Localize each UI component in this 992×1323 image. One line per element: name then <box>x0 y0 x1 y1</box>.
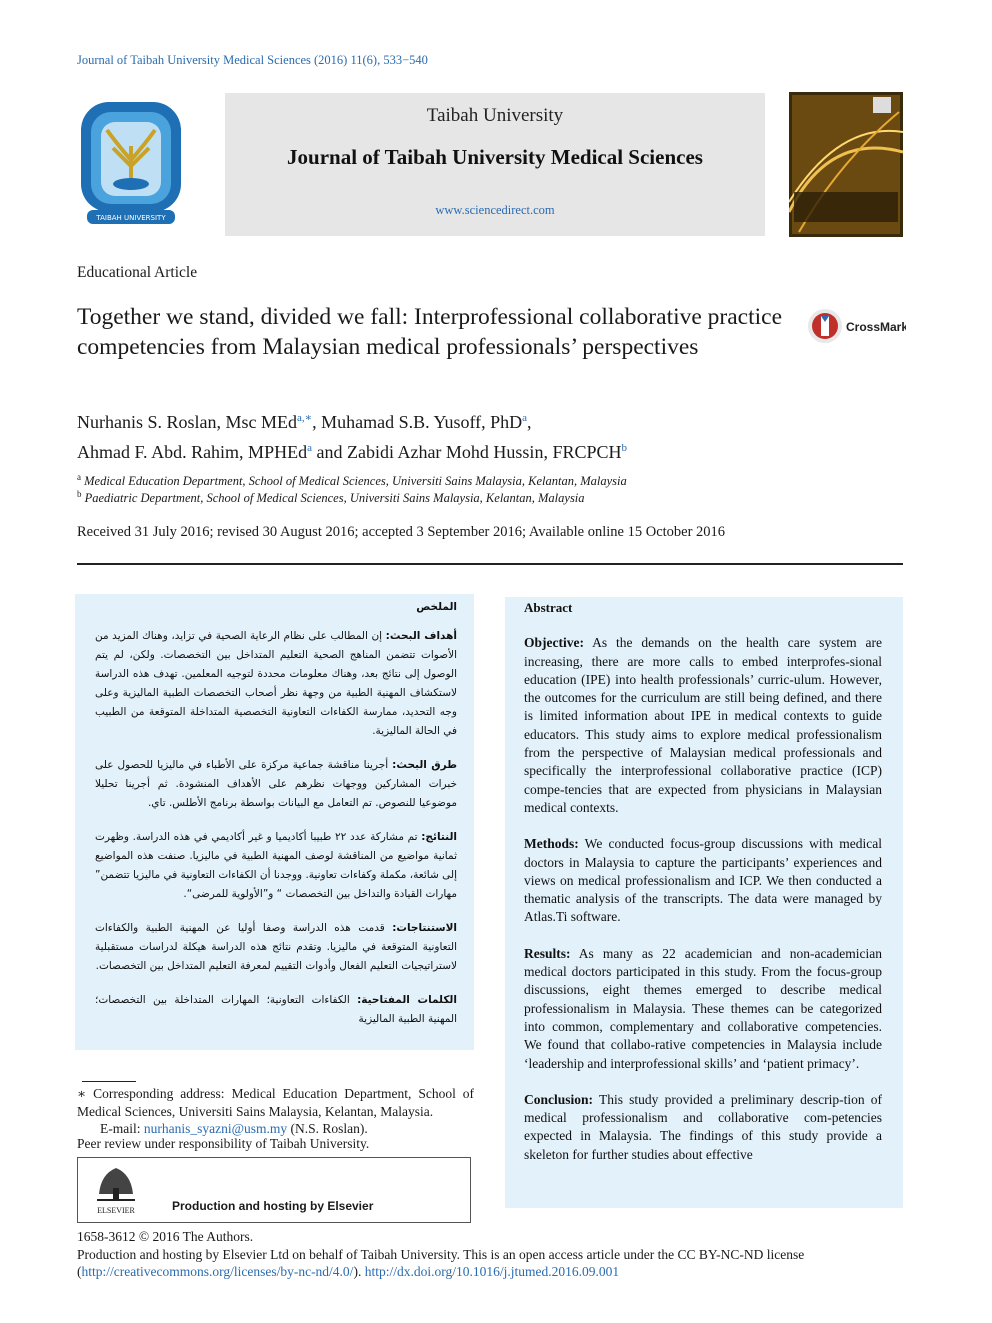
affiliation-b <box>77 489 585 506</box>
author-yusoff[interactable]: , Muhamad S.B. Yusoff, PhD <box>312 412 523 432</box>
arabic-methods <box>95 756 457 813</box>
affiliation-marker: b <box>77 489 82 499</box>
arabic-text: أجرينا مناقشة جماعية مركزة على الأطباء في ماليزيا للحصول على خبرات المشاركين ووجهات نظرهم على الأهداف المنشودة. ثم أجرينا تحليلا موضوعيا للنصوص. تم التعامل مع البيانات بواسطة برنامج الأطلس. تاي. <box>95 759 457 809</box>
corresponding-footnote <box>77 1085 474 1138</box>
journal-cover-image <box>789 92 903 237</box>
affiliation-a <box>77 472 627 489</box>
footnote-rule <box>82 1081 136 1082</box>
journal-header <box>225 93 765 236</box>
abstract-objective <box>524 634 882 817</box>
license-statement: Production and hosting by Elsevier Ltd on behalf of Taibah University. This is an open access article under the CC BY-NC-ND license <box>77 1246 805 1262</box>
abstract-label: Objective: <box>524 635 584 651</box>
arabic-text: إن المطالب على نظام الرعاية الصحية في تزايد، وهناك المزيد من الأصوات تتضمن المناهج الصحية التعليم المتداخل بين التخصصات. ولكن، لم يتم الوصول إلى نتائج بعد، وهناك معلومات محددة لتوجيه المعلمين. تهدف هذه الدراسة لاستكشاف المهنية الطبية من وجهة نظر أصحاب التخصصات الطبية الماليزية وعلى وجه التحديد، ممارسة الكفاءات التعاونية التخصصية المتداخلة المتوقعة من الطبيب في الحالة الماليزية. <box>95 630 457 737</box>
license-footer <box>77 1228 903 1281</box>
arabic-heading: الملخص <box>416 601 457 613</box>
arabic-text: قدمت هذه الدراسة وصفا أوليا عن المهنية الطبية والكفاءات التعاونية المتوقعة في ماليزيا. وتقدم نتائج هذه الدراسة هيكلة لدراسات مستقبلية لاستراتيجيات التعليم الفعال وأدوات التقييم لمعرفة التعليم المتداخل بين التخصصات. <box>95 922 457 972</box>
author-rahim[interactable]: Ahmad F. Abd. Rahim, MPHEd <box>77 442 308 462</box>
abstract-text: We conducted focus-group discussions with medical doctors in Malaysia to capture the participants’ experiences and views on medical professionalism and ICP. We then conducted a thematic analysis of the transcripts. The data were managed by Atlas.Ti software. <box>524 836 882 925</box>
email-tail: (N.S. Roslan). <box>287 1121 368 1136</box>
abstract-label: Methods: <box>524 836 579 852</box>
author-sup[interactable]: b <box>621 442 627 454</box>
doi-link[interactable]: http://dx.doi.org/10.1016/j.jtumed.2016.09.001 <box>364 1264 620 1279</box>
arabic-text: الكفاءات التعاونية؛ المهارات المتداخلة بين التخصصات؛ المهنية الطبية الماليزية <box>95 994 457 1025</box>
elsevier-hosting-text: Production and hosting by Elsevier <box>172 1199 374 1213</box>
author-sup[interactable]: a <box>522 412 528 424</box>
arabic-label: أهداف البحث: <box>385 630 457 642</box>
elsevier-banner <box>77 1157 471 1223</box>
taibah-university-logo <box>77 100 185 230</box>
abstract-results <box>524 945 882 1073</box>
abstract-conclusion <box>524 1091 882 1164</box>
arabic-label: النتائج: <box>421 831 457 843</box>
affiliation-text: Medical Education Department, School of Medical Sciences, Universiti Sains Malaysia, Kelantan, Malaysia <box>84 474 627 489</box>
sciencedirect-link[interactable]: www.sciencedirect.com <box>435 203 555 217</box>
university-name: Taibah University <box>426 105 564 126</box>
journal-reference[interactable]: Journal of Taibah University Medical Sciences (2016) 11(6), 533−540 <box>77 53 428 67</box>
peer-review-note: Peer review under responsibility of Taibah University. <box>77 1136 370 1151</box>
abstract-text: As many as 22 academician and non-academician medical doctors participated in this study. From the focus-group discussions, eight themes emerged to describe medical professionalism in Malaysia. These themes can be categorized into common, complementary and collaborative competencies. We found that collabo-rative competencies in Malaysia include ‘leadership and interprofessional skills’ and ‘patient primacy’. <box>524 945 882 1071</box>
author-hussin[interactable]: and Zabidi Azhar Mohd Hussin, FRCPCH <box>311 442 622 462</box>
email-link[interactable]: nurhanis_syazni@usm.my <box>143 1121 288 1136</box>
svg-text:TAIBAH UNIVERSITY: TAIBAH UNIVERSITY <box>96 214 166 222</box>
english-abstract <box>505 597 903 1208</box>
arabic-label: الاستنتاجات: <box>392 922 457 934</box>
abstract-text: As the demands on the health care system are increasing, there are more calls to embed interprofes-sional education (IPE) into health professionals’ curric-ulum. However, the outcomes for the curriculum are still being defined, and there is limited information about IPE in medical contexts to guide educators. This study aims to explore medical professionalism from the perspective of Malaysian medical professionals and specifically the interprofessional collaborative practice (ICP) compe-tencies that are expected from physicians in Malaysian medical contexts. <box>524 635 882 815</box>
authors <box>77 405 907 465</box>
paren: ( <box>77 1264 82 1279</box>
crossmark-label: CrossMark <box>846 320 906 334</box>
arabic-text: تم مشاركة عدد ٢٢ طبيبا أكاديميا و غير أكاديمي في هذه الدراسة. وظهرت ثمانية مواضيع من المناقشة لوصف المهنية الطبية في ماليزيا. صنفت هذه المواضيع إلى شائعة، مكملة وكفاءات تعاونية. ووجدنا أن الكفاءات التعاونية في ماليزيا تتضمن” مهارات القيادة والتداخل بين التخصصات “ و”الأولوية للمرضى“. <box>95 831 457 900</box>
journal-name: Journal of Taibah University Medical Sciences <box>287 145 703 169</box>
author-separator: , <box>527 412 532 432</box>
crossmark-badge[interactable] <box>806 306 906 346</box>
affiliation-text: Paediatric Department, School of Medical Sciences, Universiti Sains Malaysia, Kelantan, Malaysia <box>84 491 585 506</box>
arabic-results <box>95 828 457 904</box>
section-divider <box>77 563 903 565</box>
license-url-link[interactable]: http://creativecommons.org/licenses/by-nc-nd/4.0/ <box>81 1264 354 1279</box>
elsevier-logo <box>91 1164 141 1216</box>
email-label: E-mail: <box>100 1121 144 1136</box>
paren: ). <box>353 1264 365 1279</box>
affiliation-marker: a <box>77 472 81 482</box>
author-sup[interactable]: a,∗ <box>297 412 313 424</box>
abstract-heading: Abstract <box>524 600 573 615</box>
article-title: Together we stand, divided we fall: Interprofessional collaborative practice competencies from Malaysian medical professionals’ perspectives <box>77 304 783 360</box>
license-links <box>77 1263 903 1281</box>
abstract-label: Results: <box>524 945 571 961</box>
arabic-label: طرق البحث: <box>392 759 457 771</box>
arabic-objective <box>95 627 457 741</box>
abstract-text: This study provided a preliminary descrip-tion of medical professionalism and collaborative com-petencies expected in Malaysia. The findings of this study provide a skeleton for further studies about effective <box>524 1091 882 1162</box>
author-sup[interactable]: a <box>307 442 312 454</box>
received-dates: Received 31 July 2016; revised 30 August 2016; accepted 3 September 2016; Available online 15 October 2016 <box>77 524 726 540</box>
arabic-abstract <box>75 594 474 1050</box>
arabic-label: الكلمات المفتاحية: <box>357 994 457 1006</box>
elsevier-logo-text: ELSEVIER <box>97 1206 135 1215</box>
abstract-methods <box>524 835 882 926</box>
arabic-keywords <box>95 991 457 1029</box>
corresponding-address: ∗ Corresponding address: Medical Education Department, School of Medical Sciences, Universiti Sains Malaysia, Kelantan, Malaysia. <box>77 1086 474 1119</box>
arabic-conclusion <box>95 919 457 976</box>
author-roslan[interactable]: Nurhanis S. Roslan, Msc MEd <box>77 412 297 432</box>
issn-copyright: 1658-3612 © 2016 The Authors. <box>77 1229 254 1244</box>
article-type: Educational Article <box>77 264 198 281</box>
abstract-label: Conclusion: <box>524 1091 594 1107</box>
